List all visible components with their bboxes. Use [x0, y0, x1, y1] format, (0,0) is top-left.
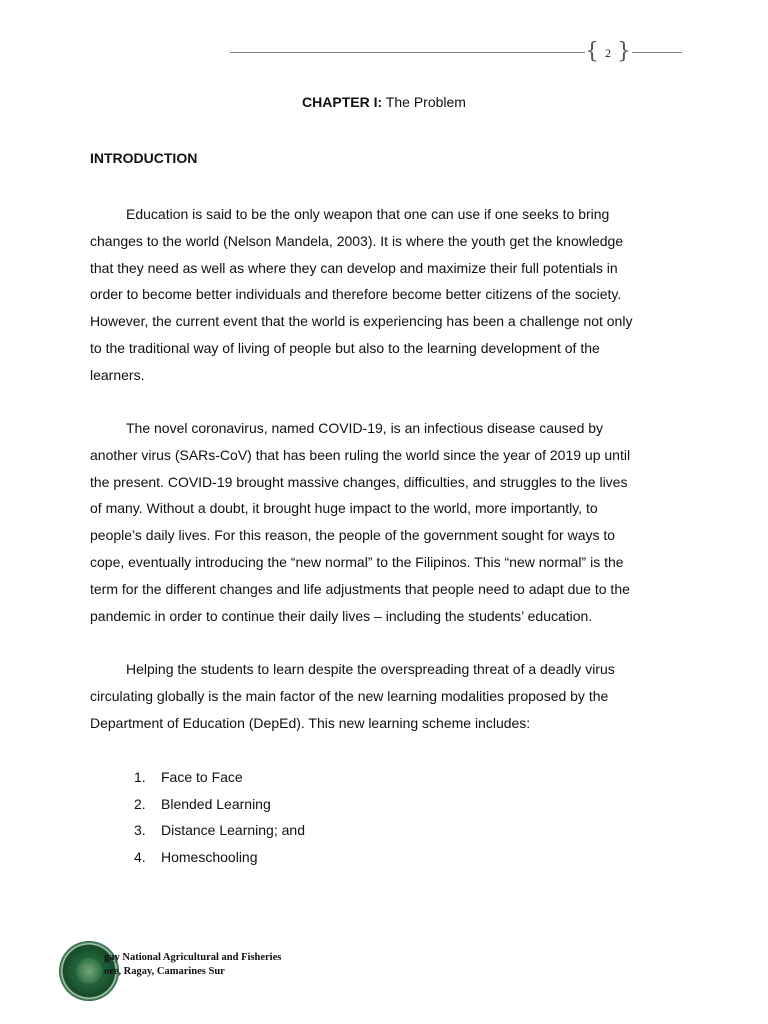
page-number: 2: [605, 46, 611, 60]
right-brace-icon: }: [617, 39, 631, 64]
list-item-text: Face to Face: [161, 769, 243, 785]
paragraph-line: Helping the students to learn despite the overspreading threat of a deadly virus: [126, 661, 615, 677]
list-item: [134, 844, 305, 871]
list-item: [134, 817, 305, 844]
footer: [60, 940, 360, 1000]
learning-modalities-list: [134, 764, 305, 871]
list-item-number: 1.: [134, 769, 146, 785]
chapter-label: CHAPTER I:: [302, 94, 383, 110]
list-item-text: Distance Learning; and: [161, 822, 305, 839]
paragraph-2: [90, 415, 680, 629]
paragraph-line: The novel coronavirus, named COVID-19, is an infectious disease caused by: [126, 420, 604, 436]
paragraph-line: people’s daily lives. For this reason, the people of the government sought for ways to: [90, 527, 616, 544]
section-heading: INTRODUCTION: [90, 150, 198, 166]
paragraph-3: [90, 656, 680, 736]
paragraph-line: Education is said to be the only weapon that one can use if one seeks to bring: [126, 206, 610, 222]
paragraph-line: the present. COVID-19 brought massive changes, difficulties, and struggles to the lives: [90, 473, 628, 490]
page-number-box: [585, 40, 631, 66]
paragraph-line: changes to the world (Nelson Mandela, 2003). It is where the youth get the knowledge: [90, 232, 624, 249]
list-item-number: 3.: [134, 822, 146, 839]
list-item-text: Blended Learning: [161, 795, 271, 812]
paragraph-line: cope, eventually introducing the “new normal” to the Filipinos. This “new normal” is the: [90, 553, 624, 570]
paragraph-line: Department of Education (DepEd). This new learning scheme includes:: [90, 714, 531, 731]
header-rule-left: [230, 52, 585, 53]
footer-school-address: ore, Ragay, Camarines Sur: [104, 966, 225, 977]
list-item-text: Homeschooling: [161, 849, 258, 866]
paragraph-line: to the traditional way of living of people but also to the learning development of the: [90, 339, 600, 356]
paragraph-line: another virus (SARs-CoV) that has been ruling the world since the year of 2019 up until: [90, 446, 631, 463]
paragraph-line: learners.: [90, 366, 145, 383]
paragraph-line: However, the current event that the world is experiencing has been a challenge not only: [90, 313, 633, 330]
paragraph-1: [90, 201, 680, 389]
header-rule-right: [632, 52, 682, 53]
list-item: [134, 764, 305, 791]
paragraph-line: of many. Without a doubt, it brought huge impact to the world, more importantly, to: [90, 500, 598, 517]
left-brace-icon: {: [585, 39, 599, 64]
chapter-name: The Problem: [382, 94, 466, 110]
list-item-number: 4.: [134, 849, 146, 866]
chapter-title: [0, 94, 768, 110]
list-item-number: 2.: [134, 795, 146, 812]
paragraph-line: order to become better individuals and therefore become better citizens of the society.: [90, 286, 622, 303]
list-item: [134, 791, 305, 818]
paragraph-line: pandemic in order to continue their daily lives – including the students’ education.: [90, 607, 593, 624]
paragraph-line: term for the different changes and life adjustments that people need to adapt due to the: [90, 580, 630, 597]
paragraph-line: circulating globally is the main factor of the new learning modalities proposed by the: [90, 687, 609, 704]
paragraph-line: that they need as well as where they can develop and maximize their full potentials in: [90, 259, 618, 276]
footer-school-name: gay National Agricultural and Fisheries: [104, 952, 282, 963]
